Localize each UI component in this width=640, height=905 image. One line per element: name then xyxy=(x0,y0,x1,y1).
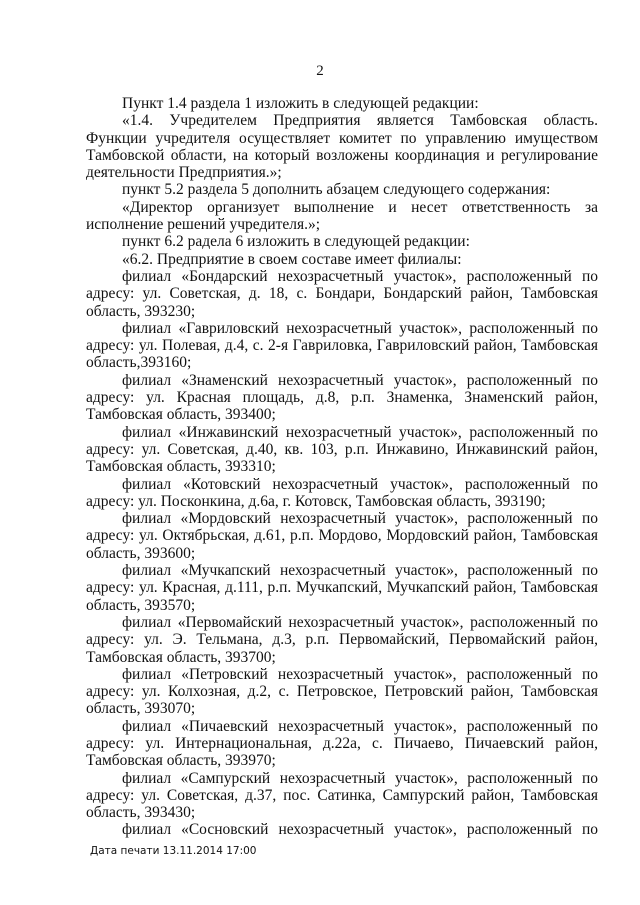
page-number: 2 xyxy=(316,63,324,79)
branch-mordovo: филиал «Мордовский нехозрасчетный участок», расположенный по адресу: ул. Октябрьская, д.61, р.п. Мордово, Мордовский район, Тамбовская область, 393600; xyxy=(86,510,598,562)
paragraph-amend-5-2-intro: пункт 5.2 раздела 5 дополнить абзацем следующего содержания: xyxy=(122,181,551,199)
branch-sampur: филиал «Сампурский нехозрасчетный участок», расположенный по адресу: ул. Советская, д.37, пос. Сатинка, Сампурский район, Тамбовская область, 393430; xyxy=(86,769,598,822)
branch-pichaevo: филиал «Пичаевский нехозрасчетный участок», расположенный по адресу: ул. Интернациональная, д.22а, с. Пичаево, Пичаевский район, Тамбовская область, 393970; xyxy=(86,717,598,770)
branch-bondari: филиал «Бондарский нехозрасчетный участок», расположенный по адресу: ул. Советская, д. 18, с. Бондари, Бондарский район, Тамбовская область, 393230; xyxy=(86,267,598,320)
branch-znamenka: филиал «Знаменский нехозрасчетный участок», расположенный по адресу: ул. Красная площадь, д.8, р.п. Знаменка, Знаменский район, Тамбовская область, 393400; xyxy=(86,371,598,424)
branch-petrovskoe: филиал «Петровский нехозрасчетный участок», расположенный по адресу: ул. Колхозная, д.2, с. Петровское, Петровский район, Тамбовская область, 393070; xyxy=(86,665,598,718)
branch-inzhavino: филиал «Инжавинский нехозрасчетный участок», расположенный по адресу: ул. Советская, д.40, кв. 103, р.п. Инжавино, Инжавинский район, Тамбовская область, 393310; xyxy=(86,423,598,476)
branch-gavrilovka: филиал «Гавриловский нехозрасчетный участок», расположенный по адресу: ул. Полевая, д.4, с. 2-я Гавриловка, Гавриловский район, Тамбовская область,393160; xyxy=(86,319,598,372)
branch-sosnovka: филиал «Сосновский нехозрасчетный участок», расположенный по xyxy=(122,821,598,839)
print-date-footer: Дата печати 13.11.2014 17:00 xyxy=(90,845,257,857)
paragraph-1-4-founder: «1.4. Учредителем Предприятия является Тамбовская область. Функции учредителя осуществляет комитет по управлению имуществом Тамбовской области, на который возложены координация и регулирование деятельности Предприятия.»; xyxy=(86,112,598,182)
document-body xyxy=(86,95,598,839)
branch-muchkap: филиал «Мучкапский нехозрасчетный участок», расположенный по адресу: ул. Красная, д.111, р.п. Мучкапский, Мучкапский район, Тамбовская область, 393570; xyxy=(86,562,598,614)
paragraph-amend-1-4-intro: Пункт 1.4 раздела 1 изложить в следующей редакции: xyxy=(122,95,479,112)
branch-pervomaisky: филиал «Первомайский нехозрасчетный участок», расположенный по адресу: ул. Э. Тельмана, д.3, р.п. Первомайский, Первомайский район, Тамбовская область, 393700; xyxy=(86,613,598,666)
paragraph-director-responsibility: «Директор организует выполнение и несет ответственность за исполнение решений учредителя.»; xyxy=(86,198,598,234)
paragraph-6-2-branches-heading: «6.2. Предприятие в своем составе имеет филиалы: xyxy=(122,250,462,268)
paragraph-amend-6-2-intro: пункт 6.2 радела 6 изложить в следующей редакции: xyxy=(122,233,470,251)
branch-kotovsk: филиал «Котовский нехозрасчетный участок», расположенный по адресу: ул. Посконкина, д.6а, г. Котовск, Тамбовская область, 393190; xyxy=(86,475,598,510)
